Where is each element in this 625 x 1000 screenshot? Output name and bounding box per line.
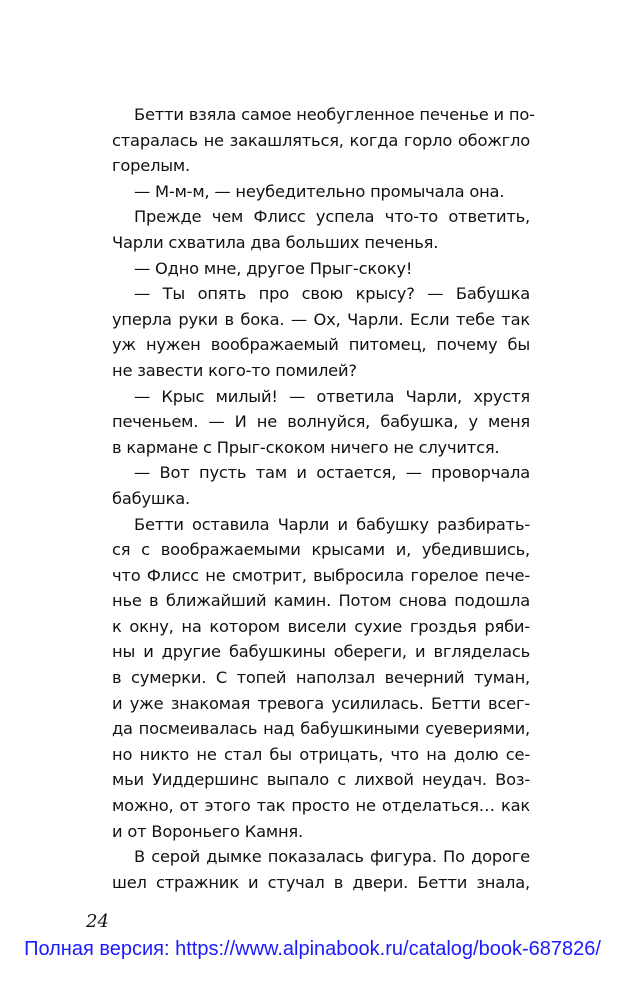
body-text (112, 102, 535, 895)
text-line: в кармане с Прыг-скоком ничего не случится. (112, 437, 500, 457)
text-line: нье в ближайший камин. Потом снова подошла (112, 591, 530, 611)
text-line: печеньем. — И не волнуйся, бабушка, у меня (112, 412, 530, 432)
text-line: но никто не стал бы отрицать, что на долю се- (112, 744, 530, 764)
text-line: — Крыс милый! — ответила Чарли, хрустя (134, 386, 530, 406)
text-line: уперла руки в бока. — Ох, Чарли. Если тебе так (112, 309, 530, 329)
text-line: в сумерки. С топей наползал вечерний туман, (112, 668, 530, 688)
text-line: старалась не закашляться, когда горло обожгло (112, 130, 530, 150)
text-line: что Флисс не смотрит, выбросила горелое пече- (112, 565, 530, 585)
text-line: Чарли схватила два больших печенья. (112, 232, 439, 252)
text-line: не завести кого-то помилей? (112, 360, 357, 380)
text-line: уж нужен воображаемый питомец, почему бы (112, 335, 530, 355)
text-line: — М-м-м, — неубедительно промычала она. (134, 181, 505, 201)
page-number: 24 (86, 911, 109, 932)
full-version-link[interactable]: Полная версия: https://www.alpinabook.ru/catalog/book-687826/ (24, 938, 601, 960)
text-line: В серой дымке показалась фигура. По дороге (134, 847, 530, 867)
text-line: Прежде чем Флисс успела что-то ответить, (134, 207, 530, 227)
text-line: Бетти взяла самое необугленное печенье и по- (134, 105, 535, 124)
text-line: ся с воображаемыми крысами и, убедившись, (112, 540, 530, 560)
text-line: к окну, на котором висели сухие гроздья ряби- (112, 616, 530, 636)
text-line: Бетти оставила Чарли и бабушку разбирать- (134, 514, 530, 534)
text-line: да посмеивалась над бабушкиными суевериями, (112, 719, 530, 739)
text-line: — Одно мне, другое Прыг-скоку! (134, 258, 413, 278)
text-line: и уже знакомая тревога усилилась. Бетти всег- (112, 693, 530, 713)
text-line: — Ты опять про свою крысу? — Бабушка (134, 284, 530, 304)
text-line: шел стражник и стучал в двери. Бетти знала, (112, 872, 530, 892)
text-line: бабушка. (112, 488, 190, 508)
text-line: ны и другие бабушкины обереги, и вгляделась (112, 642, 530, 662)
text-line: мьи Уиддершинс выпало с лихвой неудач. Воз- (112, 770, 530, 790)
text-line: горелым. (112, 156, 190, 176)
text-line: можно, от этого так просто не отделаться… как (112, 796, 530, 816)
text-line: и от Вороньего Камня. (112, 821, 303, 841)
text-line: — Вот пусть там и остается, — проворчала (134, 463, 530, 483)
